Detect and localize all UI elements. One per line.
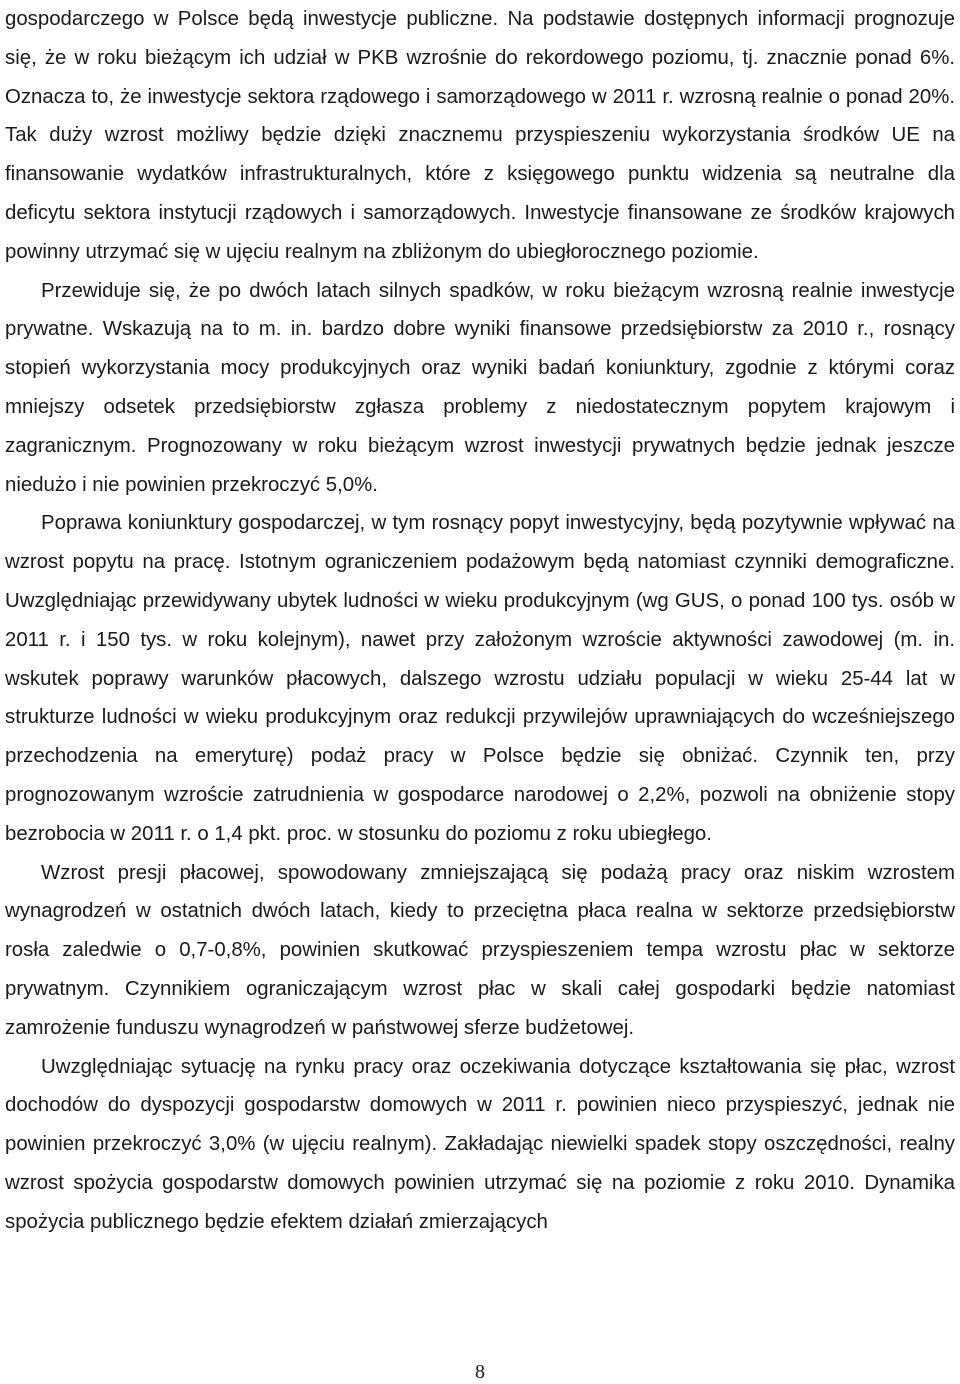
paragraph: gospodarczego w Polsce będą inwestycje publiczne. Na podstawie dostępnych informacji prognozuje się, że w roku bieżącym ich udział w PKB wzrośnie do rekordowego poziomu, tj. znacznie ponad 6%. Oznacza to, że inwestycje sektora rządowego i samorządowego w 2011 r. wzrosną realnie o ponad 20%. Tak duży wzrost możliwy będzie dzięki znacznemu przyspieszeniu wykorzystania środków UE na finansowanie wydatków infrastrukturalnych, które z księgowego punktu widzenia są neutralne dla deficytu sektora instytucji rządowych i samorządowych. Inwestycje finansowane ze środków krajowych powinny utrzymać się w ujęciu realnym na zbliżonym do ubiegłorocznego poziomie. — [5, 8, 955, 263]
body-text — [5, 0, 955, 1242]
paragraph: Uwzględniając sytuację na rynku pracy oraz oczekiwania dotyczące kształtowania się płac, wzrost dochodów do dyspozycji gospodarstw domowych w 2011 r. powinien nieco przyspieszyć, jednak nie powinien przekroczyć 3,0% (w ujęciu realnym). Zakładając niewielki spadek stopy oszczędności, realny wzrost spożycia gospodarstw domowych powinien utrzymać się na poziomie z roku 2010. Dynamika spożycia publicznego będzie efektem działań zmierzających — [5, 1055, 955, 1233]
paragraph: Wzrost presji płacowej, spowodowany zmniejszającą się podażą pracy oraz niskim wzrostem wynagrodzeń w ostatnich dwóch latach, kiedy to przeciętna płaca realna w sektorze przedsiębiorstw rosła zaledwie o 0,7-0,8%, powinien skutkować przyspieszeniem tempa wzrostu płac w sektorze prywatnym. Czynnikiem ograniczającym wzrost płac w skali całej gospodarki będzie natomiast zamrożenie funduszu wynagrodzeń w państwowej sferze budżetowej. — [5, 861, 955, 1039]
paragraph: Przewiduje się, że po dwóch latach silnych spadków, w roku bieżącym wzrosną realnie inwestycje prywatne. Wskazują na to m. in. bardzo dobre wyniki finansowe przedsiębiorstw za 2010 r., rosnący stopień wykorzystania mocy produkcyjnych oraz wyniki badań koniunktury, zgodnie z którymi coraz mniejszy odsetek przedsiębiorstw zgłasza problemy z niedostatecznym popytem krajowym i zagranicznym. Prognozowany w roku bieżącym wzrost inwestycji prywatnych będzie jednak jeszcze niedużo i nie powinien przekroczyć 5,0%. — [5, 279, 955, 496]
paragraph: Poprawa koniunktury gospodarczej, w tym rosnący popyt inwestycyjny, będą pozytywnie wpływać na wzrost popytu na pracę. Istotnym ograniczeniem podażowym będą natomiast czynniki demograficzne. Uwzględniając przewidywany ubytek ludności w wieku produkcyjnym (wg GUS, o ponad 100 tys. osób w 2011 r. i 150 tys. w roku kolejnym), nawet przy założonym wzroście aktywności zawodowej (m. in. wskutek poprawy warunków płacowych, dalszego wzrostu udziału populacji w wieku 25-44 lat w strukturze ludności w wieku produkcyjnym oraz redukcji przywilejów uprawniających do wcześniejszego przechodzenia na emeryturę) podaż pracy w Polsce będzie się obniżać. Czynnik ten, przy prognozowanym wzroście zatrudnienia w gospodarce narodowej o 2,2%, pozwoli na obniżenie stopy bezrobocia w 2011 r. o 1,4 pkt. proc. w stosunku do poziomu z roku ubiegłego. — [5, 512, 955, 845]
page-number: 8 — [475, 1361, 485, 1383]
